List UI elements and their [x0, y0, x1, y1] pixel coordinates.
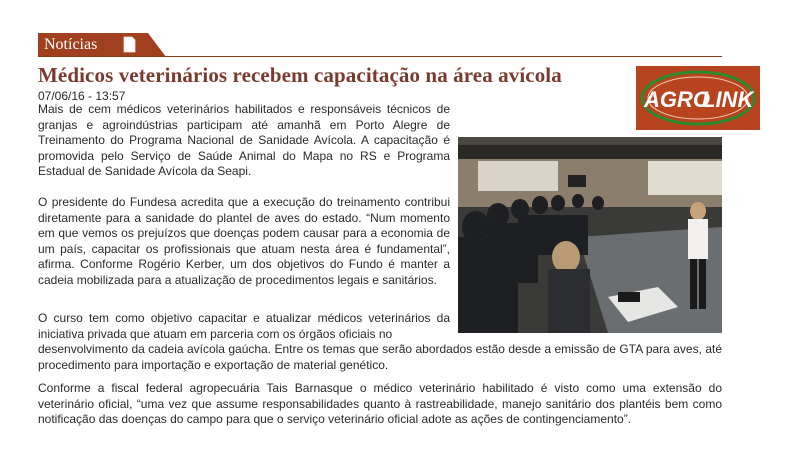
logo-text-link: LINK — [702, 87, 754, 112]
document-icon — [123, 36, 136, 53]
paragraph-1: Mais de cem médicos veterinários habilitados e responsáveis técnicos de granjas e agroindústrias participam até amanhã em Porto Alegre de Treinamento do Programa Nacional de Sanidade Avícola. A capacitação é promovida pelo Serviço de Saúde Animal do Mapa no RS e Programa Estadual de Sanidade Avícola da Seapi. — [38, 102, 450, 178]
agrolink-logo[interactable] — [636, 66, 760, 130]
article-date: 07/06/16 - 13:57 — [38, 89, 126, 103]
logo-text-agro: AGRO — [644, 87, 710, 112]
paragraph-3-first-part: O curso tem como objetivo capacitar e atualizar médicos veterinários da iniciativa privada que atuam em parceria com os órgãos oficiais no — [38, 311, 450, 341]
paragraph-2: O presidente do Fundesa acredita que a execução do treinamento contribui diretamente para a sanidade do plantel de aves do estado. “Num momento em que vemos os prejuízos que doenças podem causar para a economia de um país, capacitar os profissionais que atuam nesta área é fundamental”, afirma. Conforme Rogério Kerber, um dos objetivos do Fundo é manter a cadeia mobilizada para a atualização de procedimentos legais e sanitários. — [38, 195, 450, 287]
section-rule — [38, 56, 722, 57]
article-title[interactable]: Médicos veterinários recebem capacitação na área avícola — [38, 63, 562, 87]
paragraph-3 — [38, 311, 722, 373]
paragraph-4: Conforme a fiscal federal agropecuária Tais Barnasque o médico veterinário habilitado é visto como uma extensão do veterinário oficial, “uma vez que assume responsabilidades quanto à rastreabilidade, manejo sanitário dos plantéis bem como notificação das doenças do campo para que o serviço veterinário oficial adote as ações de contingenciamento”. — [38, 381, 722, 426]
paragraph-3-second-part: desenvolvimento da cadeia avícola gaúcha. Entre os temas que serão abordados estão desde a emissão de GTA para aves, até procedimento para importação e exportação de material genético. — [38, 342, 722, 372]
section-tab — [38, 33, 166, 57]
training-room-photo — [458, 137, 722, 333]
section-label: Notícias — [44, 36, 98, 53]
